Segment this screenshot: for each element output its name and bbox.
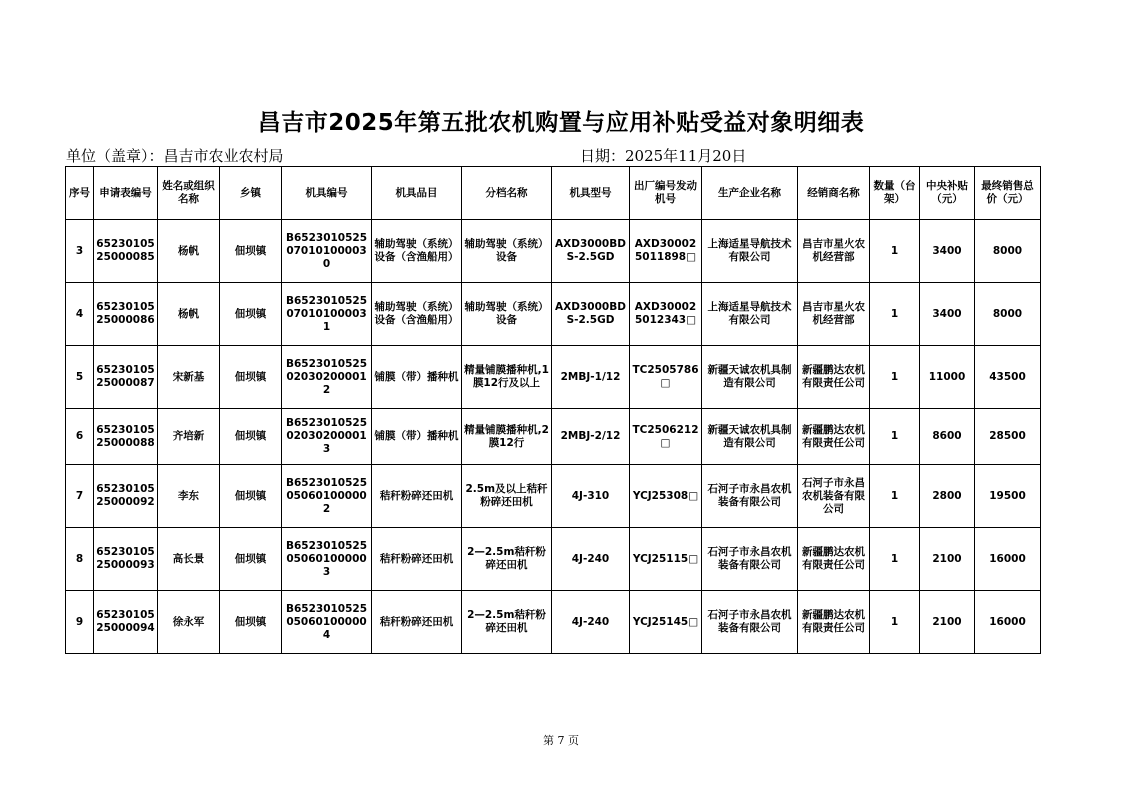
header-cell: 机具品目 xyxy=(372,167,462,220)
unit-label: 单位（盖章）：昌吉市农业农村局 xyxy=(66,147,284,165)
cell-serial: YCJ25308□ xyxy=(630,465,702,528)
cell-dealer: 昌吉市星火农机经营部 xyxy=(798,283,870,346)
cell-qty: 1 xyxy=(870,283,920,346)
cell-maker: 上海适星导航技术有限公司 xyxy=(702,283,798,346)
cell-name: 徐永军 xyxy=(158,591,220,654)
cell-item: 秸秆粉碎还田机 xyxy=(372,528,462,591)
cell-dealer: 新疆鹏达农机有限责任公司 xyxy=(798,528,870,591)
cell-grade: 2.5m及以上秸秆粉碎还田机 xyxy=(462,465,552,528)
header-cell: 姓名或组织名称 xyxy=(158,167,220,220)
cell-item: 铺膜（带）播种机 xyxy=(372,409,462,465)
cell-serial: TC2505786□ xyxy=(630,346,702,409)
cell-grade: 辅助驾驶（系统）设备 xyxy=(462,283,552,346)
header-row xyxy=(66,167,1041,220)
cell-serial: AXD300025012343□ xyxy=(630,283,702,346)
cell-serial: YCJ25145□ xyxy=(630,591,702,654)
cell-maker: 石河子市永昌农机装备有限公司 xyxy=(702,465,798,528)
cell-total: 16000 xyxy=(975,528,1041,591)
cell-machine: B6523010525050601000004 xyxy=(282,591,372,654)
cell-town: 佃坝镇 xyxy=(220,346,282,409)
cell-no: 4 xyxy=(66,283,94,346)
cell-qty: 1 xyxy=(870,346,920,409)
cell-subsidy: 3400 xyxy=(920,283,975,346)
cell-total: 43500 xyxy=(975,346,1041,409)
header-cell: 申请表编号 xyxy=(94,167,158,220)
cell-grade: 精量铺膜播种机,2膜12行 xyxy=(462,409,552,465)
cell-grade: 精量铺膜播种机,1膜12行及以上 xyxy=(462,346,552,409)
cell-name: 齐培新 xyxy=(158,409,220,465)
cell-qty: 1 xyxy=(870,465,920,528)
cell-dealer: 昌吉市星火农机经营部 xyxy=(798,220,870,283)
header-cell: 最终销售总价（元） xyxy=(975,167,1041,220)
cell-town: 佃坝镇 xyxy=(220,220,282,283)
cell-no: 8 xyxy=(66,528,94,591)
cell-name: 李东 xyxy=(158,465,220,528)
cell-item: 秸秆粉碎还田机 xyxy=(372,465,462,528)
header-cell: 机具编号 xyxy=(282,167,372,220)
cell-town: 佃坝镇 xyxy=(220,591,282,654)
header-cell: 序号 xyxy=(66,167,94,220)
cell-town: 佃坝镇 xyxy=(220,465,282,528)
cell-serial: AXD300025011898□ xyxy=(630,220,702,283)
cell-model: 2MBJ-2/12 xyxy=(552,409,630,465)
header-cell: 数量（台架） xyxy=(870,167,920,220)
cell-model: AXD3000BDS-2.5GD xyxy=(552,220,630,283)
table-row xyxy=(66,220,1041,283)
cell-app: 6523010525000092 xyxy=(94,465,158,528)
table-row xyxy=(66,346,1041,409)
cell-no: 5 xyxy=(66,346,94,409)
cell-app: 6523010525000086 xyxy=(94,283,158,346)
cell-name: 高长景 xyxy=(158,528,220,591)
table-row xyxy=(66,465,1041,528)
header-cell: 生产企业名称 xyxy=(702,167,798,220)
cell-grade: 辅助驾驶（系统）设备 xyxy=(462,220,552,283)
cell-machine: B6523010525070101000031 xyxy=(282,283,372,346)
cell-town: 佃坝镇 xyxy=(220,283,282,346)
cell-maker: 上海适星导航技术有限公司 xyxy=(702,220,798,283)
cell-model: 2MBJ-1/12 xyxy=(552,346,630,409)
cell-qty: 1 xyxy=(870,591,920,654)
cell-app: 6523010525000087 xyxy=(94,346,158,409)
cell-item: 秸秆粉碎还田机 xyxy=(372,591,462,654)
cell-machine: B6523010525020302000013 xyxy=(282,409,372,465)
cell-maker: 新疆天诚农机具制造有限公司 xyxy=(702,409,798,465)
cell-app: 6523010525000088 xyxy=(94,409,158,465)
cell-maker: 石河子市永昌农机装备有限公司 xyxy=(702,528,798,591)
cell-item: 辅助驾驶（系统）设备（含渔船用） xyxy=(372,220,462,283)
cell-subsidy: 2800 xyxy=(920,465,975,528)
table-row xyxy=(66,591,1041,654)
cell-total: 28500 xyxy=(975,409,1041,465)
cell-maker: 新疆天诚农机具制造有限公司 xyxy=(702,346,798,409)
cell-qty: 1 xyxy=(870,220,920,283)
cell-grade: 2—2.5m秸秆粉碎还田机 xyxy=(462,591,552,654)
page-number: 第 7 页 xyxy=(543,734,579,747)
table-row xyxy=(66,409,1041,465)
cell-app: 6523010525000085 xyxy=(94,220,158,283)
table-row xyxy=(66,528,1041,591)
cell-qty: 1 xyxy=(870,409,920,465)
cell-machine: B6523010525020302000012 xyxy=(282,346,372,409)
cell-subsidy: 11000 xyxy=(920,346,975,409)
cell-machine: B6523010525070101000030 xyxy=(282,220,372,283)
cell-maker: 石河子市永昌农机装备有限公司 xyxy=(702,591,798,654)
cell-machine: B6523010525050601000003 xyxy=(282,528,372,591)
cell-model: 4J-240 xyxy=(552,528,630,591)
cell-grade: 2—2.5m秸秆粉碎还田机 xyxy=(462,528,552,591)
cell-dealer: 石河子市永昌农机装备有限公司 xyxy=(798,465,870,528)
cell-serial: YCJ25115□ xyxy=(630,528,702,591)
cell-name: 杨帆 xyxy=(158,220,220,283)
cell-no: 3 xyxy=(66,220,94,283)
document-title: 昌吉市2025年第五批农机购置与应用补贴受益对象明细表 xyxy=(257,110,865,136)
cell-subsidy: 2100 xyxy=(920,591,975,654)
cell-no: 9 xyxy=(66,591,94,654)
cell-dealer: 新疆鹏达农机有限责任公司 xyxy=(798,591,870,654)
header-cell: 机具型号 xyxy=(552,167,630,220)
cell-model: 4J-310 xyxy=(552,465,630,528)
date-label: 日期：2025年11月20日 xyxy=(580,147,747,165)
header-cell: 乡镇 xyxy=(220,167,282,220)
cell-item: 辅助驾驶（系统）设备（含渔船用） xyxy=(372,283,462,346)
cell-total: 8000 xyxy=(975,220,1041,283)
cell-qty: 1 xyxy=(870,528,920,591)
cell-total: 19500 xyxy=(975,465,1041,528)
cell-town: 佃坝镇 xyxy=(220,528,282,591)
header-cell: 经销商名称 xyxy=(798,167,870,220)
header-cell: 分档名称 xyxy=(462,167,552,220)
cell-dealer: 新疆鹏达农机有限责任公司 xyxy=(798,346,870,409)
cell-app: 6523010525000093 xyxy=(94,528,158,591)
header-cell: 中央补贴（元） xyxy=(920,167,975,220)
cell-item: 铺膜（带）播种机 xyxy=(372,346,462,409)
cell-name: 宋新基 xyxy=(158,346,220,409)
subsidy-table xyxy=(65,166,1041,654)
cell-serial: TC2506212□ xyxy=(630,409,702,465)
cell-dealer: 新疆鹏达农机有限责任公司 xyxy=(798,409,870,465)
cell-no: 6 xyxy=(66,409,94,465)
cell-subsidy: 3400 xyxy=(920,220,975,283)
table-row xyxy=(66,283,1041,346)
cell-app: 6523010525000094 xyxy=(94,591,158,654)
cell-subsidy: 2100 xyxy=(920,528,975,591)
header-cell: 出厂编号发动机号 xyxy=(630,167,702,220)
cell-no: 7 xyxy=(66,465,94,528)
cell-town: 佃坝镇 xyxy=(220,409,282,465)
cell-name: 杨帆 xyxy=(158,283,220,346)
cell-subsidy: 8600 xyxy=(920,409,975,465)
cell-machine: B6523010525050601000002 xyxy=(282,465,372,528)
cell-model: 4J-240 xyxy=(552,591,630,654)
cell-model: AXD3000BDS-2.5GD xyxy=(552,283,630,346)
cell-total: 8000 xyxy=(975,283,1041,346)
cell-total: 16000 xyxy=(975,591,1041,654)
